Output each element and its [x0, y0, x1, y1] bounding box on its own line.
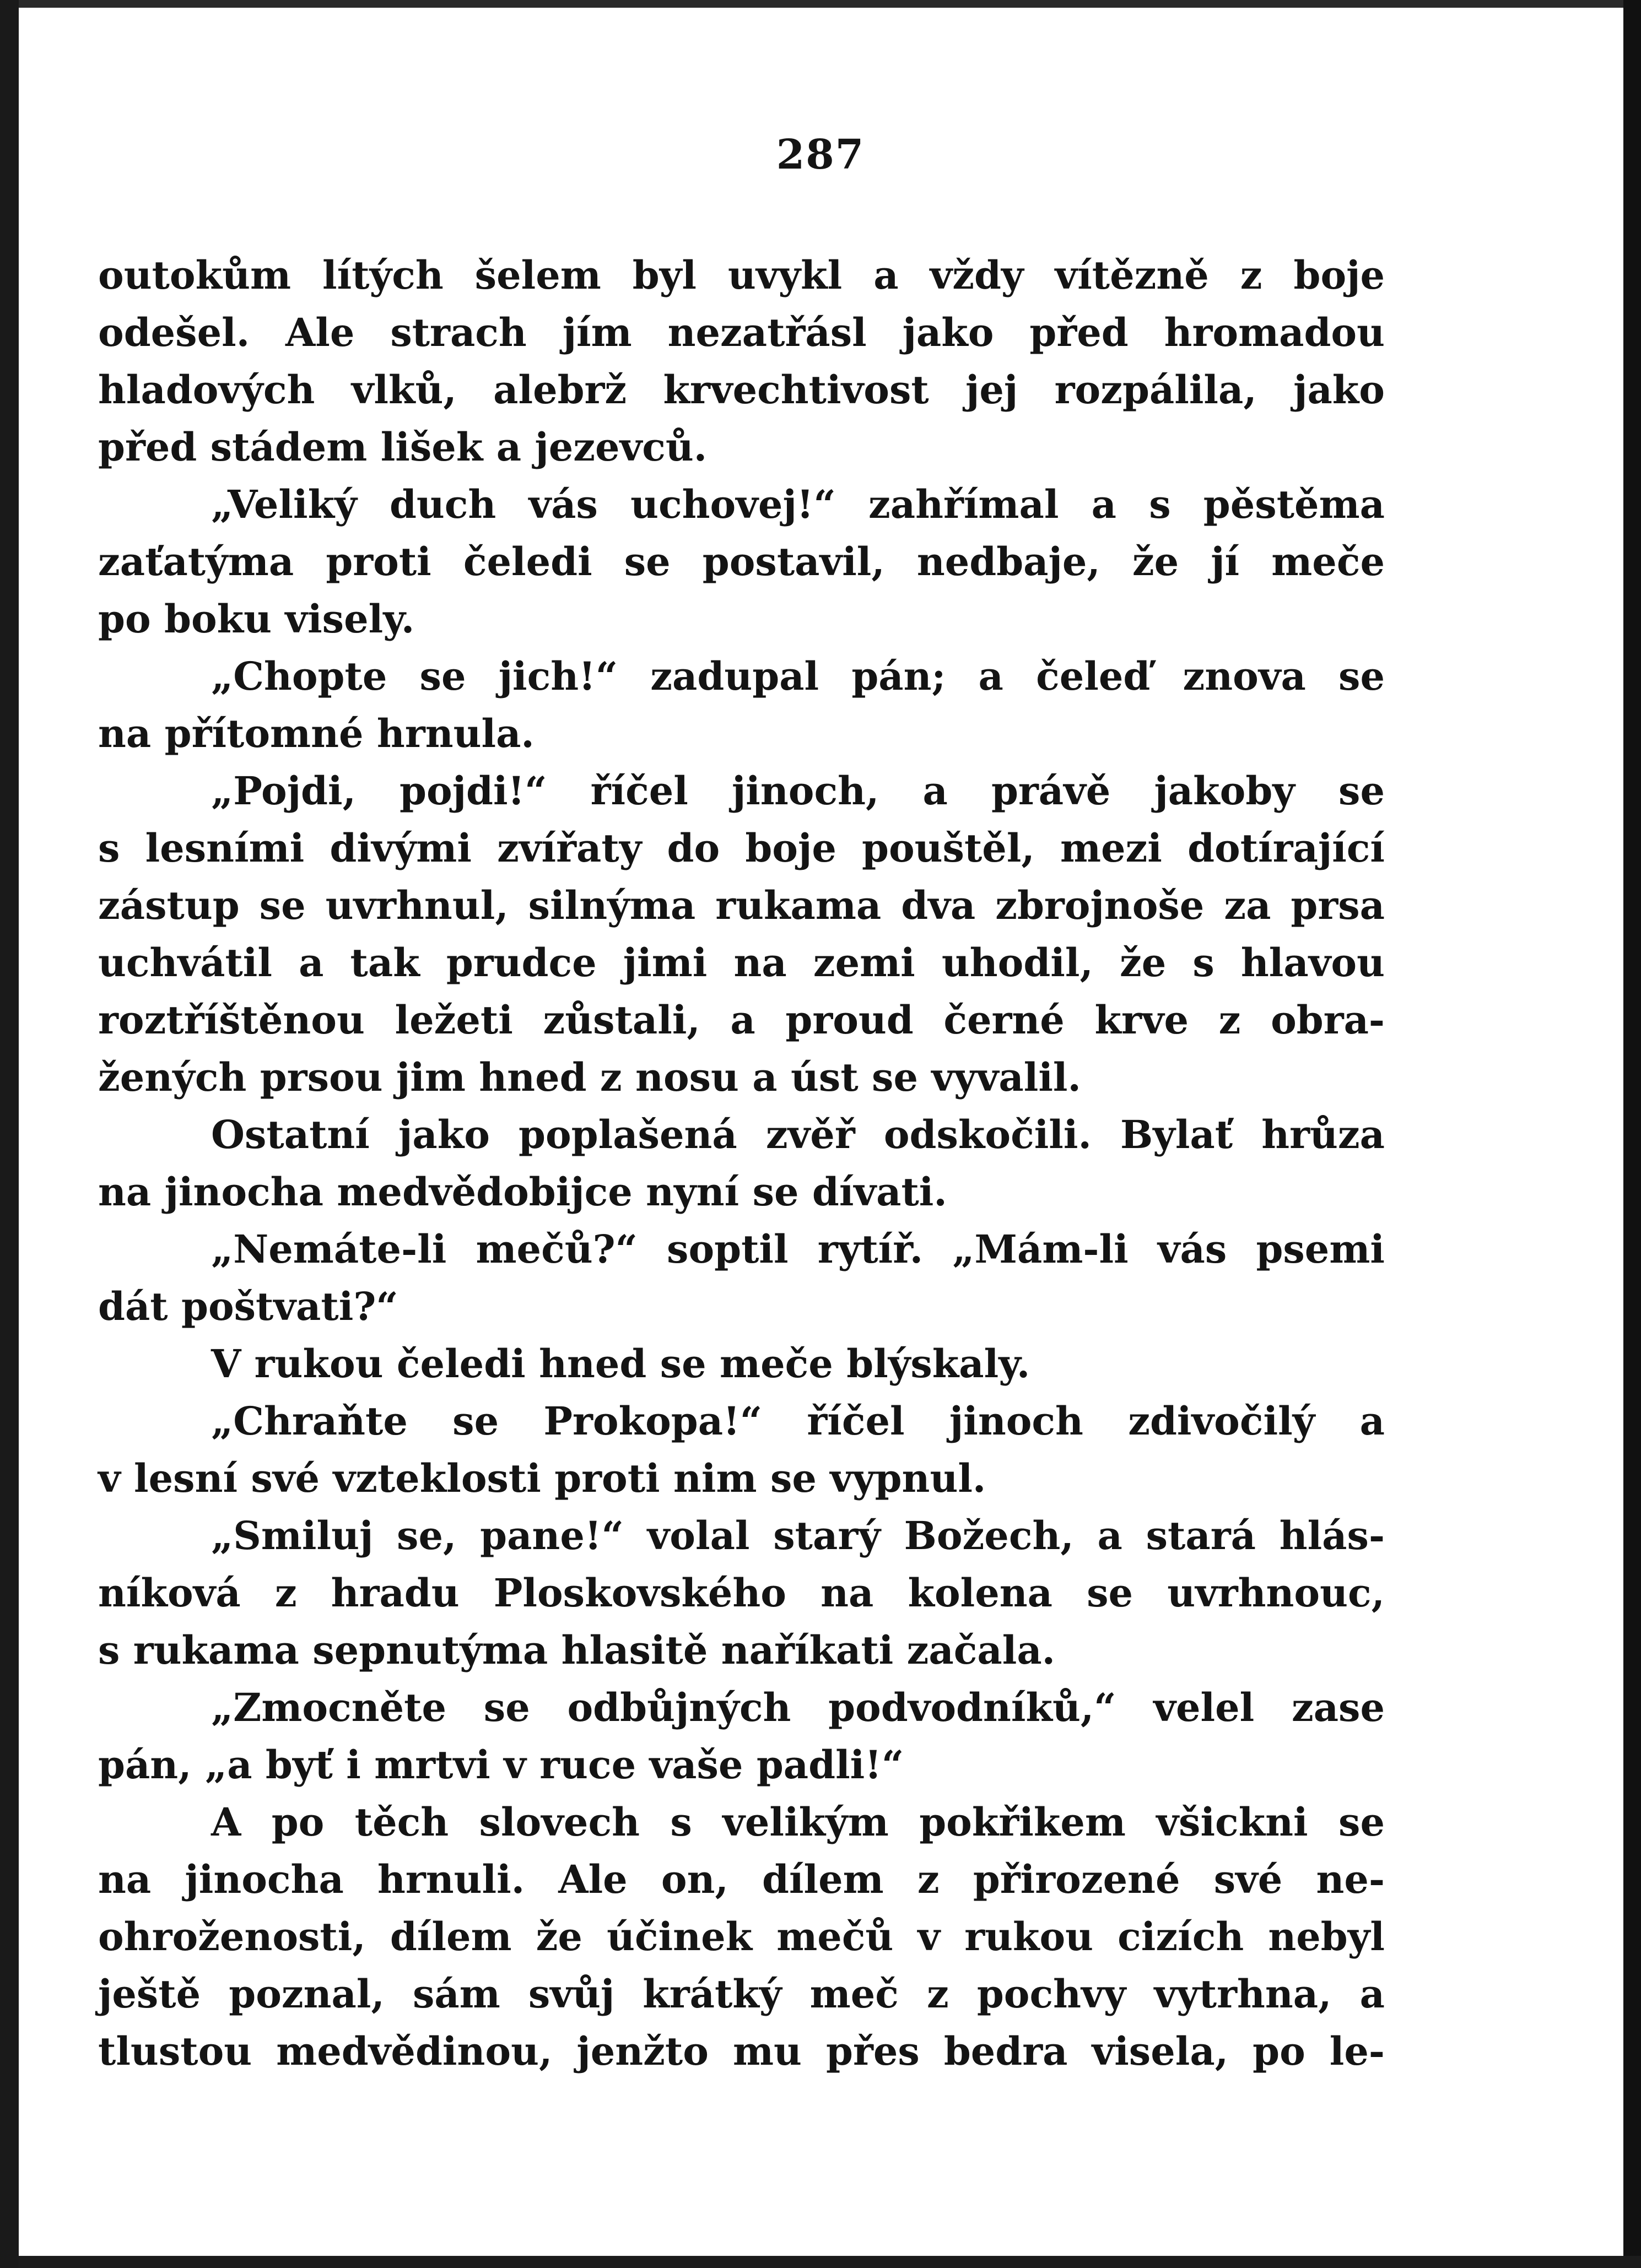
text-line: s lesními divými zvířaty do boje pouštěl, mezi dotírající: [98, 825, 1385, 871]
text-line: uchvátil a tak prudce jimi na zemi uhodil, že s hlavou: [98, 940, 1385, 986]
text-line: „Chraňte se Prokopa!“ říčel jinoch zdivočilý a: [211, 1398, 1385, 1444]
text-line: ohroženosti, dílem že účinek mečů v rukou cizích nebyl: [98, 1914, 1385, 1960]
text-line: žených prsou jim hned z nosu a úst se vyvalil.: [98, 1054, 1081, 1100]
text-line: „Zmocněte se odbůjných podvodníků,“ velel zase: [211, 1685, 1385, 1730]
text-line: zaťatýma proti čeledi se postavil, nedbaje, že jí meče: [98, 539, 1385, 584]
text-line: po boku visely.: [98, 596, 415, 642]
text-line: hladových vlků, alebrž krvechtivost jej rozpálila, jako: [98, 367, 1385, 413]
text-line: níková z hradu Ploskovského na kolena se uvrhnouc,: [98, 1570, 1385, 1616]
page-number: 287: [776, 131, 865, 178]
text-line: „Smiluj se, pane!“ volal starý Božech, a stará hlás-: [211, 1513, 1385, 1558]
text-line: „Pojdi, pojdi!“ říčel jinoch, a právě jakoby se: [211, 768, 1385, 814]
text-line: dát poštvati?“: [98, 1284, 398, 1329]
text-line: na jinocha medvědobijce nyní se dívati.: [98, 1169, 947, 1215]
text-line: odešel. Ale strach jím nezatřásl jako před hromadou: [98, 310, 1385, 355]
text-line: V rukou čeledi hned se meče blýskaly.: [211, 1341, 1030, 1387]
scan-border-left: [0, 0, 19, 2268]
text-line: na jinocha hrnuli. Ale on, dílem z přirozené své ne-: [98, 1856, 1385, 1902]
scan-border-right: [1623, 0, 1641, 2268]
text-line: „Veliký duch vás uchovej!“ zahřímal a s pěstěma: [211, 481, 1385, 527]
scan-border-top: [19, 0, 1641, 8]
text-line: v lesní své vzteklosti proti nim se vypnul.: [98, 1455, 986, 1501]
text-line: outokům lítých šelem byl uvykl a vždy vítězně z boje: [98, 252, 1385, 298]
text-line: Ostatní jako poplašená zvěř odskočili. Bylať hrůza: [211, 1112, 1385, 1157]
text-line: tlustou medvědinou, jenžto mu přes bedra visela, po le-: [98, 2028, 1385, 2074]
text-line: roztříštěnou ležeti zůstali, a proud černé krve z obra-: [98, 997, 1385, 1043]
scan-border-bottom: [19, 2256, 1641, 2268]
text-line: pán, „a byť i mrtvi v ruce vaše padli!“: [98, 1742, 904, 1788]
text-line: „Chopte se jich!“ zadupal pán; a čeleď znova se: [211, 653, 1385, 699]
text-line: „Nemáte-li mečů?“ soptil rytíř. „Mám-li vás psemi: [211, 1226, 1385, 1272]
text-line: s rukama sepnutýma hlasitě naříkati začala.: [98, 1627, 1056, 1673]
body-text: [98, 247, 1385, 2080]
text-line: ještě poznal, sám svůj krátký meč z pochvy vytrhna, a: [98, 1971, 1385, 2017]
text-line: A po těch slovech s velikým pokřikem všickni se: [211, 1799, 1385, 1845]
text-line: na přítomné hrnula.: [98, 711, 535, 756]
text-line: před stádem lišek a jezevců.: [98, 424, 708, 470]
text-line: zástup se uvrhnul, silnýma rukama dva zbrojnoše za prsa: [98, 883, 1385, 928]
